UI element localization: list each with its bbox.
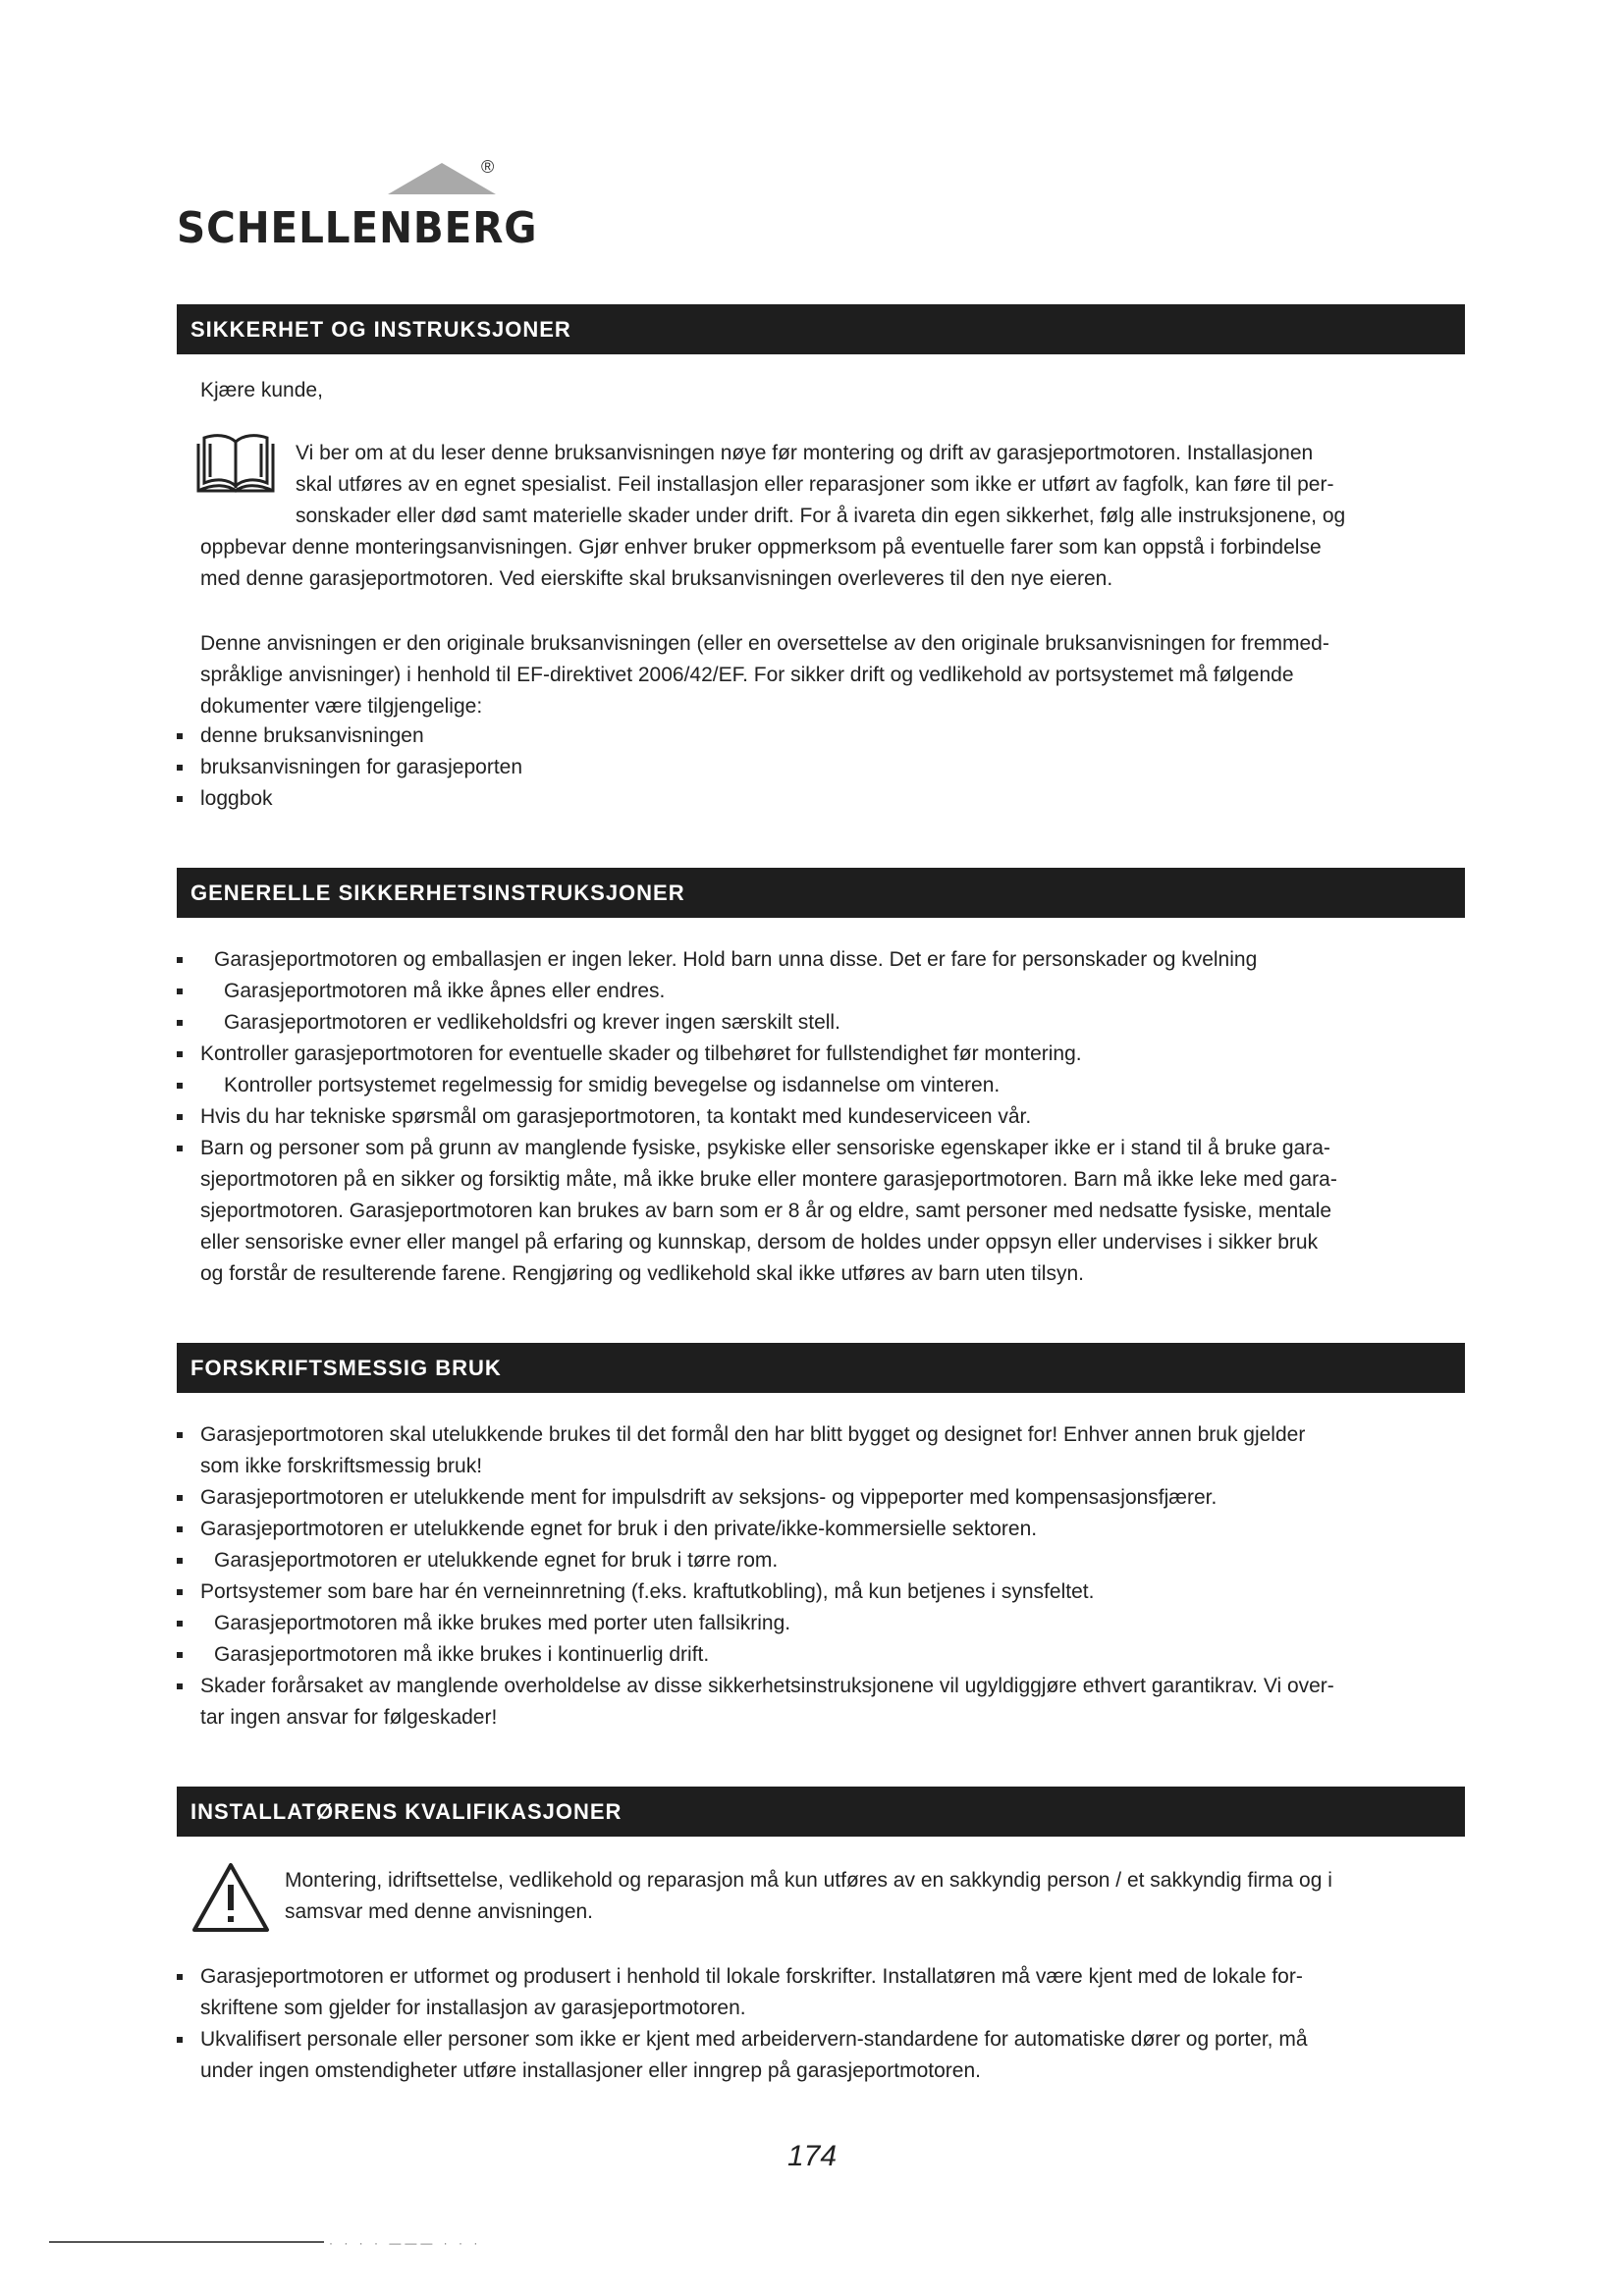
list-item-continuation: under ingen omstendigheter utføre installasjoner eller inngrep på garasjeportmotoren. [200,2059,981,2082]
section-title-general: GENERELLE SIKKERHETSINSTRUKSJONER [177,868,1465,918]
warning-line-2: samsvar med denne anvisningen. [285,1900,594,1923]
intro-line-4: oppbevar denne monteringsanvisningen. Gjør enhver bruker oppmerksom på eventuelle farer som kan oppstå i forbindelse [200,536,1322,559]
footer-rule [49,2241,324,2243]
list-item: Garasjeportmotoren må ikke brukes i kontinuerlig drift. [177,1639,1463,1671]
intro-line-3: sonskader eller død samt materielle skader under drift. For å ivareta din egen sikkerhet, følg alle instruksjonene, og [296,505,1346,527]
warning-icon [190,1861,271,1934]
directive-line-3: dokumenter være tilgjengelige: [200,695,483,718]
list-item: Garasjeportmotoren må ikke åpnes eller endres. [177,976,1463,1007]
section-title-safety: SIKKERHET OG INSTRUKSJONER [177,304,1465,354]
section-title-installer: INSTALLATØRENS KVALIFIKASJONER [177,1787,1465,1837]
intro-line-5: med denne garasjeportmotoren. Ved eierskifte skal bruksanvisningen overleveres til den nye eieren. [200,567,1113,590]
list-item: Kontroller portsystemet regelmessig for smidig bevegelse og isdannelse om vinteren. [177,1070,1463,1101]
list-item: denne bruksanvisningen [177,721,1463,752]
intro-line-2: skal utføres av en egnet spesialist. Feil installasjon eller reparasjoner som ikke er utført av fagfolk, kan føre til per- [296,473,1334,496]
list-item: Garasjeportmotoren og emballasjen er ingen leker. Hold barn unna disse. Det er fare for personskader og kvelning [177,944,1463,976]
list-item: loggbok [177,783,1463,815]
list-item: Garasjeportmotoren er utelukkende egnet for bruk i tørre rom. [177,1545,1463,1576]
list-item: Hvis du har tekniske spørsmål om garasjeportmotoren, ta kontakt med kundeserviceen vår. [177,1101,1463,1133]
list-item: Kontroller garasjeportmotoren for eventuelle skader og tilbehøret for fullstendighet før montering. [177,1039,1463,1070]
list-item: Garasjeportmotoren er utelukkende ment for impulsdrift av seksjons- og vippeporter med kompensasjonsfjærer. [177,1482,1463,1514]
list-item: Garasjeportmotoren er vedlikeholdsfri og krever ingen særskilt stell. [177,1007,1463,1039]
roof-logo-icon [388,157,496,196]
list-item: Garasjeportmotoren er utelukkende egnet for bruk i den private/ikke-kommersielle sektoren. [177,1514,1463,1545]
list-item: Garasjeportmotoren er utformet og produsert i henhold til lokale forskrifter. Installatøren må være kjent med de lokale for- [177,1961,1463,1993]
section-title-usage: FORSKRIFTSMESSIG BRUK [177,1343,1465,1393]
brand-name: SCHELLENBERG [177,203,538,253]
greeting: Kjære kunde, [200,379,323,401]
list-item-continuation: og forstår de resulterende farene. Rengjøring og vedlikehold skal ikke utføres av barn uten tilsyn. [200,1262,1084,1285]
brand-logo [177,157,538,255]
list-item-continuation: eller sensoriske evner eller mangel på erfaring og kunnskap, dersom de holdes under oppsyn eller undervises i sikker bruk [200,1231,1319,1254]
directive-line-2: språklige anvisninger) i henhold til EF-direktivet 2006/42/EF. For sikker drift og vedlikehold av portsystemet må følgende [200,664,1294,686]
directive-line-1: Denne anvisningen er den originale bruksanvisningen (eller en oversettelse av den originale bruksanvisningen for fremmed- [200,632,1329,655]
list-item: Garasjeportmotoren skal utelukkende brukes til det formål den har blitt bygget og designet for! Enhver annen bruk gjelder [177,1419,1463,1451]
list-item-continuation: sjeportmotoren på en sikker og forsiktig måte, må ikke bruke eller montere garasjeportmotoren. Barn må ikke leke med gara- [200,1168,1337,1191]
intro-line-1: Vi ber om at du leser denne bruksanvisningen nøye før montering og drift av garasjeportmotoren. Installasjonen [296,442,1314,464]
book-icon [194,432,277,497]
list-item-continuation: tar ingen ansvar for følgeskader! [200,1706,498,1729]
list-item-continuation: sjeportmotoren. Garasjeportmotoren kan brukes av barn som er 8 år og eldre, samt personer med nedsatte fysiske, mentale [200,1200,1332,1222]
list-item: Barn og personer som på grunn av manglende fysiske, psykiske eller sensoriske egenskaper ikke er i stand til å bruke gara- [177,1133,1463,1164]
list-item-continuation: skriftene som gjelder for installasjon av garasjeportmotoren. [200,1997,746,2019]
registered-mark: ® [481,157,495,177]
footer-marks: · · · · ——— · · · [329,2236,482,2250]
list-item: Garasjeportmotoren må ikke brukes med porter uten fallsikring. [177,1608,1463,1639]
page-number: 174 [786,2140,838,2172]
list-item: Portsystemer som bare har én verneinnretning (f.eks. kraftutkobling), må kun betjenes i synsfeltet. [177,1576,1463,1608]
warning-line-1: Montering, idriftsettelse, vedlikehold og reparasjon må kun utføres av en sakkyndig person / et sakkyndig firma og i [285,1869,1332,1892]
list-item: Ukvalifisert personale eller personer som ikke er kjent med arbeidervern-standardene for automatiske dører og porter, må [177,2024,1463,2056]
list-item: Skader forårsaket av manglende overholdelse av disse sikkerhetsinstruksjonene vil ugyldiggjøre ethvert garantikrav. Vi over- [177,1671,1463,1702]
list-item-continuation: som ikke forskriftsmessig bruk! [200,1455,483,1477]
list-item: bruksanvisningen for garasjeporten [177,752,1463,783]
